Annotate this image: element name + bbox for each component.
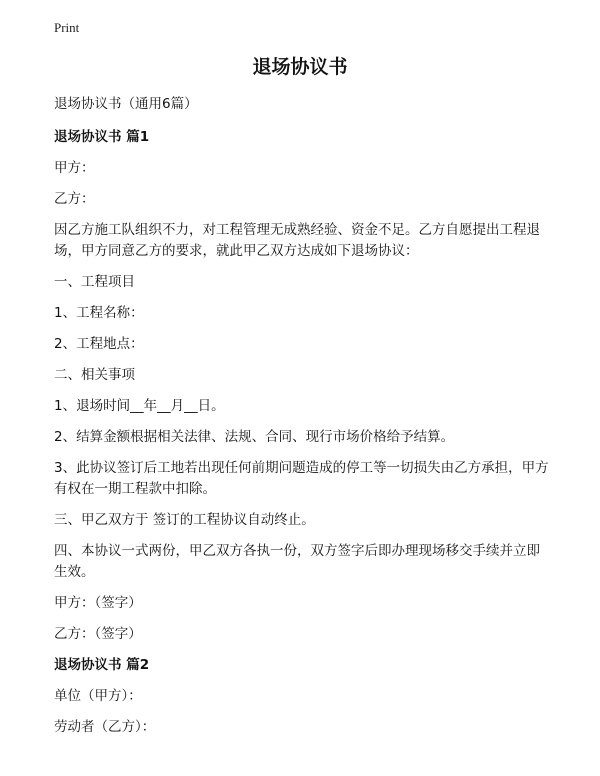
item-4-paragraph: 四、本协议一式两份，甲乙双方各执一份，双方签字后即办理现场移交手续并立即生效。 — [54, 543, 540, 580]
signature-b-line: 乙方：（签字） — [54, 626, 142, 642]
project-name-line: 1、工程名称： — [54, 305, 144, 321]
document-title: 退场协议书 — [252, 56, 348, 78]
intro-paragraph: 因乙方施工队组织不力，对工程管理无成熟经验、资金不足。乙方自愿提出工程退场，甲方同意乙方的要求，就此甲乙双方达成如下退场协议： — [54, 222, 540, 259]
project-location-line: 2、工程地点： — [54, 336, 144, 352]
unit-party-a-line: 单位（甲方）： — [54, 688, 142, 704]
party-a-line: 甲方： — [54, 160, 95, 176]
item-2-heading: 二、相关事项 — [54, 367, 135, 383]
item-1-heading: 一、工程项目 — [54, 274, 135, 290]
settlement-line: 2、结算金额根据相关法律、法规、合同、现行市场价格给予结算。 — [54, 429, 455, 445]
worker-party-b-line: 劳动者（乙方）： — [54, 719, 156, 735]
party-b-line: 乙方： — [54, 191, 95, 207]
section-1-heading: 退场协议书 篇1 — [54, 129, 150, 145]
section-2-heading: 退场协议书 篇2 — [54, 657, 150, 673]
exit-date-line: 1、退场时间__年__月__日。 — [54, 398, 225, 414]
document-body — [54, 94, 550, 738]
liability-paragraph: 3、此协议签订后工地若出现任何前期问题造成的停工等一切损失由乙方承担，甲方有权在一期工程款中扣除。 — [54, 460, 549, 497]
document-subtitle: 退场协议书（通用6篇） — [54, 96, 198, 112]
print-link[interactable]: Print — [54, 20, 80, 35]
item-3-line: 三、甲乙双方于 签订的工程协议自动终止。 — [54, 512, 315, 528]
signature-a-line: 甲方：（签字） — [54, 595, 142, 611]
